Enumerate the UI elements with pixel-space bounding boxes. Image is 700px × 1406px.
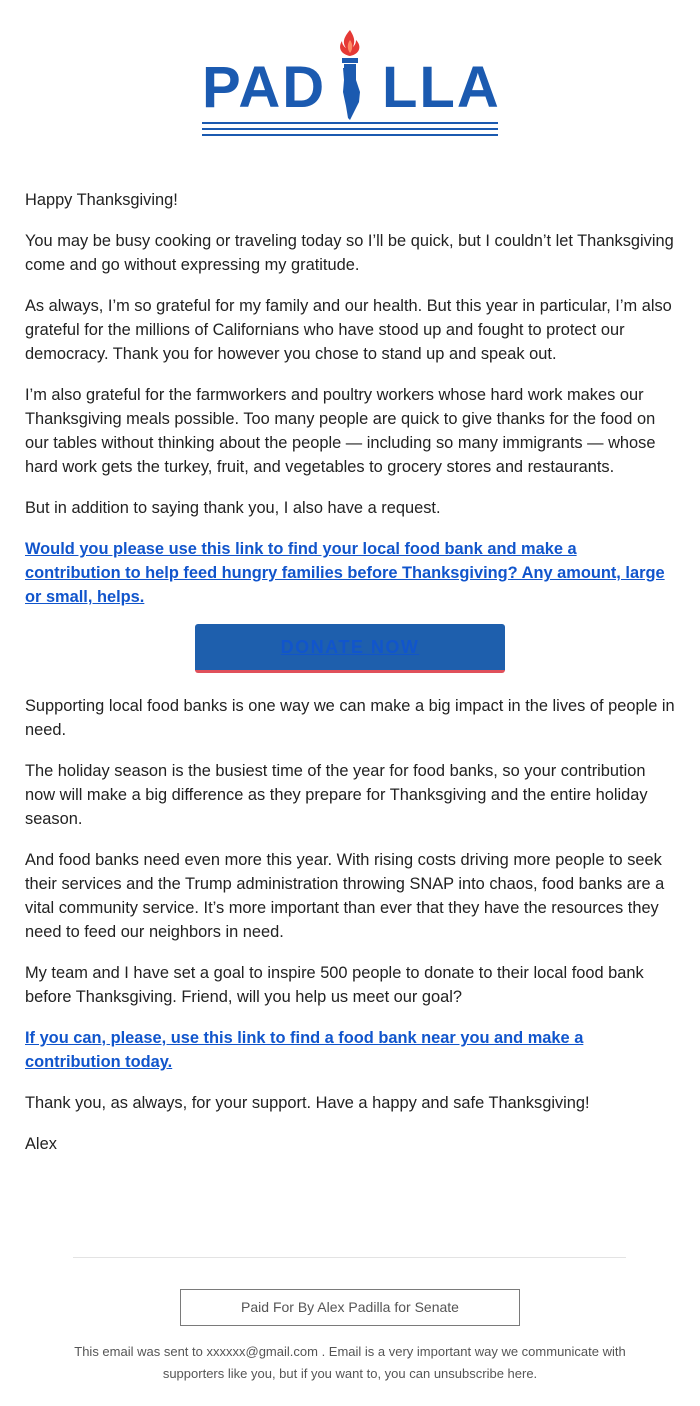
email-body [25, 188, 675, 1173]
signature: Alex [25, 1135, 57, 1153]
paragraph: But in addition to saying thank you, I also have a request. [25, 499, 441, 517]
paragraph: You may be busy cooking or traveling today so I’ll be quick, but I couldn’t let Thanksgiving come and go without expressing my gratitude. [25, 232, 674, 274]
paragraph: Thank you, as always, for your support. Have a happy and safe Thanksgiving! [25, 1094, 590, 1112]
logo-text-right: LLA [382, 55, 501, 120]
paragraph: As always, I’m so grateful for my family and our health. But this year in particular, I’m also grateful for the millions of Californians who have stood up and fought to protect our democracy. Thank you for however you chose to stand up and speak out. [25, 297, 672, 363]
california-state-icon [343, 68, 360, 120]
paid-for-box: Paid For By Alex Padilla for Senate [180, 1289, 520, 1326]
paragraph: My team and I have set a goal to inspire 500 people to donate to their local food bank before Thanksgiving. Friend, will you help us meet our goal? [25, 964, 644, 1006]
find-food-bank-link[interactable]: If you can, please, use this link to find a food bank near you and make a contribution today. [25, 1029, 584, 1071]
recipient-email-link[interactable]: xxxxxx@gmail.com [206, 1344, 318, 1359]
logo-text-left: PAD [202, 55, 327, 120]
footer-text [60, 1341, 640, 1385]
paragraph: Supporting local food banks is one way we can make a big impact in the lives of people in need. [25, 697, 675, 739]
padilla-logo [200, 28, 500, 148]
donate-now-button[interactable]: DONATE NOW [195, 624, 505, 673]
sent-to-prefix: This email was sent to [74, 1344, 203, 1359]
sent-to-suffix: . Email is a very important way we communicate with supporters like you, but if you want to, you can [162, 1344, 626, 1381]
greeting: Happy Thanksgiving! [25, 191, 178, 209]
paragraph: The holiday season is the busiest time of the year for food banks, so your contribution now will make a big difference as they prepare for Thanksgiving and the entire holiday season. [25, 762, 648, 828]
food-bank-link[interactable]: Would you please use this link to find your local food bank and make a contribution to help feed hungry families before Thanksgiving? Any amount, large or small, helps. [25, 540, 665, 606]
torch-icon [334, 28, 366, 122]
paragraph: And food banks need even more this year. With rising costs driving more people to seek their services and the Trump administration throwing SNAP into chaos, food banks are a vital community service. It’s more important than ever that they have the resources they need to feed our neighbors in need. [25, 851, 665, 941]
footer-divider [73, 1257, 626, 1258]
paragraph: I’m also grateful for the farmworkers and poultry workers whose hard work makes our Thanksgiving meals possible. Too many people are quick to give thanks for the food on our tables without thinking about the people — including so many immigrants — whose hard work gets the turkey, fruit, and vegetables to grocery stores and restaurants. [25, 386, 656, 476]
unsubscribe-link[interactable]: unsubscribe here. [433, 1366, 538, 1381]
